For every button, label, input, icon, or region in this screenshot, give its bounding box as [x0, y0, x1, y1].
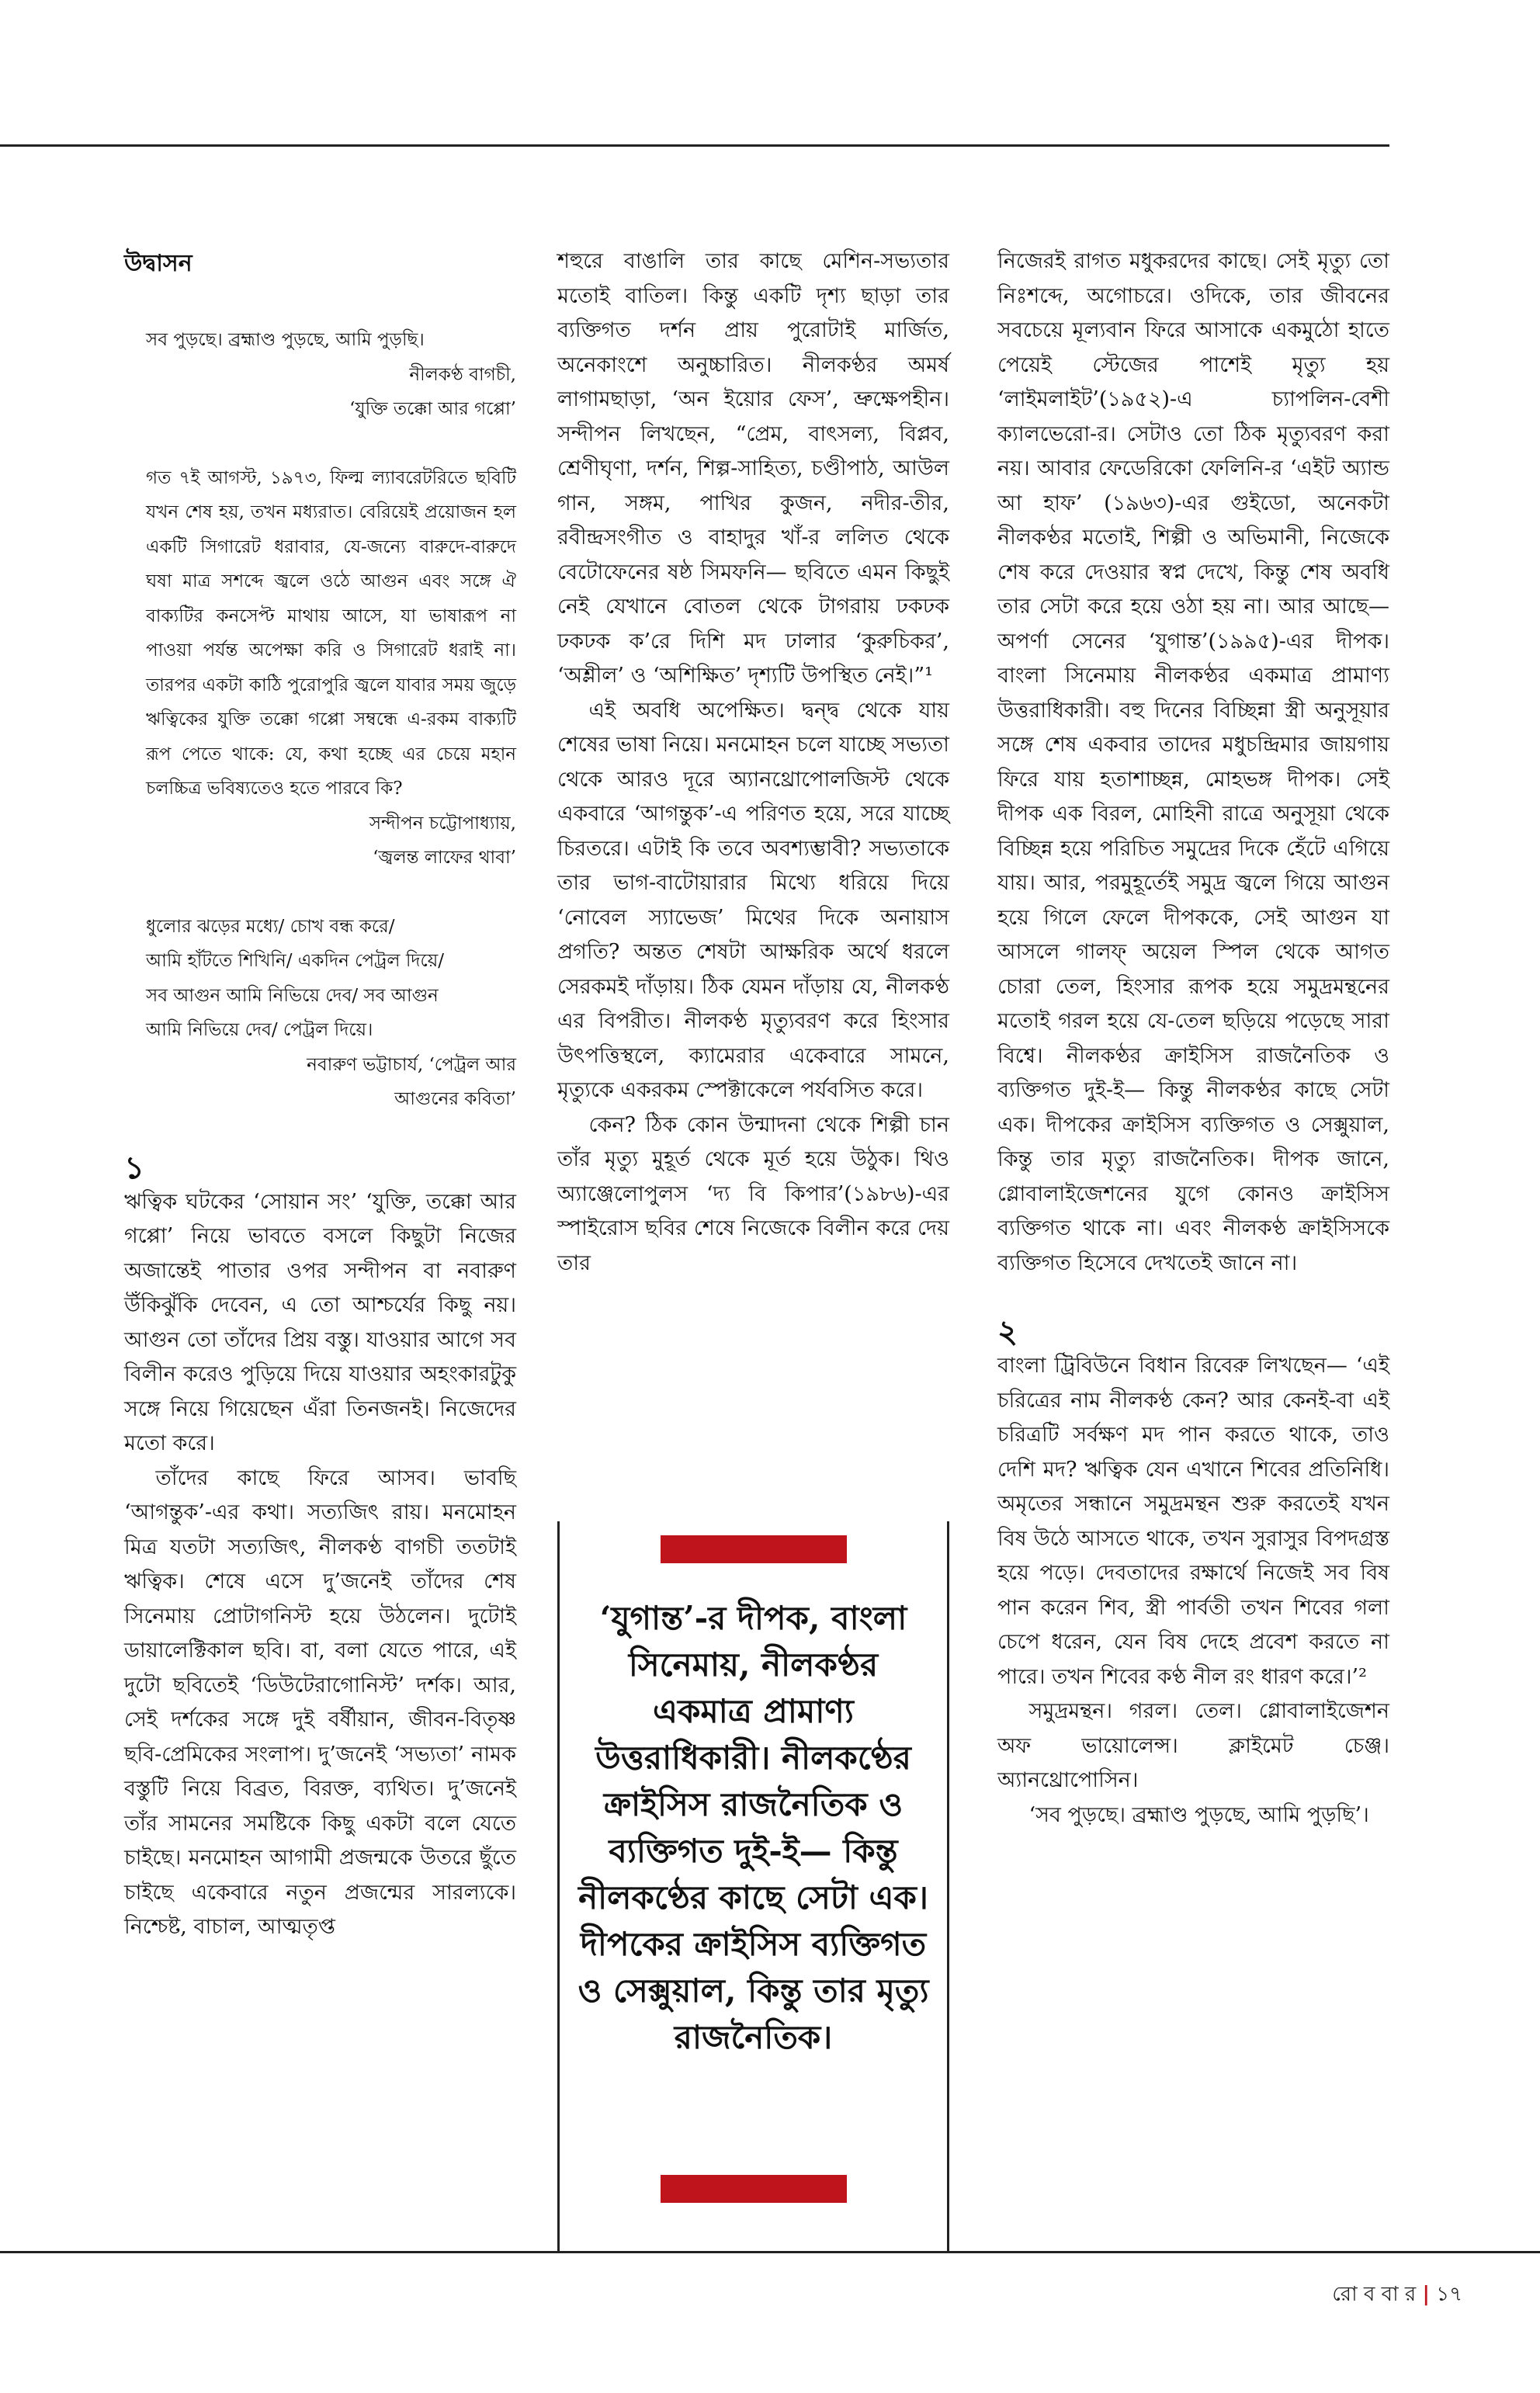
- column-3-body: [997, 245, 1389, 1281]
- column-2: [557, 245, 949, 1281]
- epigraph-1: [124, 323, 516, 427]
- footer-separator: |: [1422, 2283, 1430, 2306]
- paragraph: কেন? ঠিক কোন উন্মাদনা থেকে শিল্পী চান তাঁর মৃত্যু মুহূর্ত থেকে মূর্ত হয়ে উঠুক। থিও অ্যাঞ্জেলোপুলস ‘দ্য বি কিপার’(১৯৮৬)-এর স্পাইরোস ছবির শেষে নিজেকে বিলীন করে দেয় তার: [557, 1112, 949, 1275]
- paragraph: সমুদ্রমন্থন। গরল। তেল। গ্লোবালাইজেশন অফ ভায়োলেন্স। ক্লাইমেট চেঞ্জ। অ্যানথ্রোপোসিন।: [997, 1699, 1389, 1792]
- page-footer: [1332, 2278, 1462, 2312]
- paragraph: বাংলা ট্রিবিউনে বিধান রিবেরু লিখছেন— ‘এই চরিত্রের নাম নীলকণ্ঠ কেন? আর কেনই-বা এই চরিত্রটি সর্বক্ষণ মদ পান করতে থাকে, তাও দেশি মদ? ঋত্বিক যেন এখানে শিবের প্রতিনিধি। অমৃতের সন্ধানে সমুদ্রমন্থন শুরু করতেই যখন বিষ উঠে আসতে থাকে, তখন সুরাসুর বিপদগ্রস্ত হয়ে পড়ে। দেবতাদের রক্ষার্থে নিজেই সব বিষ পান করেন শিব, স্ত্রী পার্বতী তখন শিবের গলা চেপে ধরেন, যেন বিষ দেহে প্রবেশ করতে না পারে। তখন শিবের কণ্ঠ নীল রং ধারণ করে।’²: [997, 1354, 1389, 1689]
- top-rule: [0, 144, 1389, 147]
- paragraph: ‘সব পুড়ছে। ব্রহ্মাণ্ড পুড়ছে, আমি পুড়ছি’।: [1028, 1802, 1369, 1827]
- bottom-rule: [0, 2251, 1540, 2253]
- intro-attribution: ‘জ্বলন্ত লাফের থাবা’: [373, 848, 516, 868]
- page-number: ১৭: [1436, 2283, 1462, 2306]
- intro-attribution: সন্দীপন চট্টোপাধ্যায়,: [369, 813, 516, 834]
- paragraph: ঋত্বিক ঘটকের ‘সোয়ান সং’ ‘যুক্তি, তক্কো আর গপ্পো’ নিয়ে ভাবতে বসলে কিছুটা নিজের অজান্তেই পাতার ওপর সন্দীপন বা নবারুণ উঁকিঝুঁকি দেবেন, এ তো আশ্চর্যের কিছু নয়। আগুন তো তাঁদের প্রিয় বস্তু। যাওয়ার আগে সব বিলীন করেও পুড়িয়ে দিয়ে যাওয়ার অহংকারটুকু সঙ্গে নিয়ে গিয়েছেন এঁরা তিনজনই। নিজেদের মতো করে।: [124, 1189, 516, 1455]
- paragraph: শহুরে বাঙালি তার কাছে মেশিন-সভ্যতার মতোই বাতিল। কিন্তু একটি দৃশ্য ছাড়া তার ব্যক্তিগত দর্শন প্রায় পুরোটাই মার্জিত, অনেকাংশে অনুচ্চারিত। নীলকণ্ঠর অমর্ষ লাগামছাড়া, ‘অন ইয়োর ফেস’, ভ্রুক্ষেপহীন। সন্দীপন লিখছেন, “প্রেম, বাৎসল্য, বিপ্লব, শ্রেণীঘৃণা, দর্শন, শিল্প-সাহিত্য, চণ্ডীপাঠ, আউল গান, সঙ্গম, পাখির কুজন, নদীর-তীর, রবীন্দ্রসংগীত ও বাহাদুর খাঁ-র ললিত থেকে বেটোফেনের ষষ্ঠ সিমফনি— ছবিতে এমন কিছুই নেই যেখানে বোতল থেকে টাগরায় ঢকঢক ঢকঢক ক’রে দিশি মদ ঢালার ‘কুরুচিকর’, ‘অশ্লীল’ ও ‘অশিক্ষিত’ দৃশ্যটি উপস্থিত নেই।”¹: [557, 249, 949, 688]
- intro-quote: [124, 461, 516, 876]
- epigraph-line: সব আগুন আমি নিভিয়ে দেব/ সব আগুন: [146, 985, 439, 1006]
- paragraph: নিজেরই রাগত মধুকরদের কাছে। সেই মৃত্যু তো নিঃশব্দে, অগোচরে। ওদিকে, তার জীবনের সবচেয়ে মূল্যবান ফিরে আসাকে একমুঠো হাতে পেয়েই স্টেজের পাশেই মৃত্যু হয় ‘লাইমলাইট’(১৯৫২)-এ চ্যাপলিন-বেশী ক্যালভেরো-র। সেটাও তো ঠিক মৃত্যুবরণ করা নয়। আবার ফেডেরিকো ফেলিনি-র ‘এইট অ্যান্ড আ হাফ’ (১৯৬৩)-এর গুইডো, অনেকটা নীলকণ্ঠর মতোই, শিল্পী ও অভিমানী, নিজেকে শেষ করে দেওয়ার স্বপ্ন দেখে, কিন্তু শেষ অবধি তার সেটা করে হয়ে ওঠা হয় না। আর আছে— অপর্ণা সেনের ‘যুগান্ত’(১৯৯৫)-এর দীপক। বাংলা সিনেমায় নীলকণ্ঠর একমাত্র প্রামাণ্য উত্তরাধিকারী। বহু দিনের বিচ্ছিন্না স্ত্রী অনুসূয়ার সঙ্গে শেষ একবার তাদের মধুচন্দ্রিমার জায়গায় ফিরে যায় হতাশাচ্ছন্ন, মোহভঙ্গ দীপক। সেই দীপক এক বিরল, মোহিনী রাত্রে অনুসূয়া থেকে বিচ্ছিন্ন হয়ে পরিচিত সমুদ্রের দিকে হেঁটে এগিয়ে যায়। আর, পরমুহূর্তেই সমুদ্র জ্বলে গিয়ে আগুন হয়ে গিলে ফেলে দীপককে, সেই আগুন যা আসলে গালফ্ অয়েল স্পিল থেকে আগত চোরা তেল, হিংসার রূপক হয়ে সমুদ্রমন্থনের মতোই গরল হয়ে যে-তেল ছড়িয়ে পড়েছে সারা বিশ্বে। নীলকণ্ঠর ক্রাইসিস রাজনৈতিক ও ব্যক্তিগত দুই-ই— কিন্তু নীলকণ্ঠর কাছে সেটা এক। দীপকের ক্রাইসিস ব্যক্তিগত ও সেক্সুয়াল, কিন্তু তার মৃত্যু রাজনৈতিক। দীপক জানে, গ্লোবালাইজেশনের যুগে কোনও ক্রাইসিস ব্যক্তিগত থাকে না। এবং নীলকণ্ঠ ক্রাইসিসকে ব্যক্তিগত হিসেবে দেখতেই জানে না।: [997, 249, 1389, 1275]
- epigraph-attribution: নবারুণ ভট্টাচার্য, ‘পেট্রল আর: [307, 1054, 516, 1075]
- pull-quote-top-bar: [661, 1535, 847, 1563]
- pull-quote: ‘যুগান্ত’-র দীপক, বাংলা সিনেমায়, নীলকণ্ঠর একমাত্র প্রামাণ্য উত্তরাধিকারী। নীলকণ্ঠের ক্রাইসিস রাজনৈতিক ও ব্যক্তিগত দুই-ই— কিন্তু নীলকণ্ঠের কাছে সেটা এক। দীপকের ক্রাইসিস ব্যক্তিগত ও সেক্সুয়াল, কিন্তু তার মৃত্যু রাজনৈতিক।: [578, 1599, 929, 2056]
- section-number-1: ১: [124, 1149, 144, 1186]
- epigraph-line: সব পুড়ছে। ব্রহ্মাণ্ড পুড়ছে, আমি পুড়ছি।: [146, 330, 425, 350]
- epigraph-line: আমি নিভিয়ে দেব/ পেট্রল দিয়ে।: [146, 1020, 373, 1040]
- pull-quote-bottom-bar: [661, 2175, 847, 2203]
- column-3-section-2-body: [997, 1349, 1389, 1833]
- magazine-name: রো ব বা র: [1332, 2283, 1417, 2306]
- epigraph-2: [124, 910, 516, 1117]
- section-number-2: ২: [997, 1313, 1018, 1350]
- epigraph-attribution: আগুনের কবিতা’: [394, 1089, 516, 1109]
- column-3: [997, 245, 1389, 1833]
- column-1: [124, 245, 516, 1945]
- pull-quote-box: [557, 1521, 949, 2251]
- column-2-body: [557, 245, 949, 1281]
- epigraph-line: ধুলোর ঝড়ের মধ্যে/ চোখ বন্ধ করে/: [146, 916, 395, 937]
- epigraph-line: আমি হাঁটতে শিখিনি/ একদিন পেট্রল দিয়ে/: [146, 951, 445, 971]
- paragraph: এই অবধি অপেক্ষিত। দ্বন্দ্ব থেকে যায় শেষের ভাষা নিয়ে। মনমোহন চলে যাচ্ছে সভ্যতা থেকে আরও দূরে অ্যানথ্রোপোলজিস্ট থেকে একবারে ‘আগন্তুক’-এ পরিণত হয়ে, সরে যাচ্ছে চিরতরে। এটাই কি তবে অবশ্যম্ভাবী? সভ্যতাকে তার ভাগ-বাটোয়ারার মিথ্যে ধরিয়ে দিয়ে ‘নোবেল স্যাভেজ’ মিথের দিকে অনায়াস প্রগতি? অন্তত শেষটা আক্ষরিক অর্থে ধরলে সেরকমই দাঁড়ায়। ঠিক যেমন দাঁড়ায় যে, নীলকণ্ঠ এর বিপরীত। নীলকণ্ঠ মৃত্যুবরণ করে হিংসার উৎপত্তিস্থলে, ক্যামেরার একেবারে সামনে, মৃত্যুকে একরকম স্পেক্টাকেলে পর্যবসিত করে।: [557, 698, 949, 1102]
- paragraph: তাঁদের কাছে ফিরে আসব। ভাবছি ‘আগন্তুক’-এর কথা। সত্যজিৎ রায়। মনমোহন মিত্র যতটা সত্যজিৎ, নীলকণ্ঠ বাগচী ততটাই ঋত্বিক। শেষে এসে দু’জনেই তাঁদের শেষ সিনেমায় প্রোটাগনিস্ট হয়ে উঠলেন। দুটোই ডায়ালেক্টিকাল ছবি। বা, বলা যেতে পারে, এই দুটো ছবিতেই ‘ডিউটেরাগোনিস্ট’ দর্শক। আর, সেই দর্শকের সঙ্গে দুই বর্ষীয়ান, জীবন-বিতৃষ্ণ ছবি-প্রেমিকের সংলাপ। দু’জনেই ‘সভ্যতা’ নামক বস্তুটি নিয়ে বিব্রত, বিরক্ত, ব্যথিত। দু’জনেই তাঁর সামনের সমষ্টিকে কিছু একটা বলে যেতে চাইছে। মনমোহন আগামী প্রজন্মকে উতরে ছুঁতে চাইছে একেবারে নতুন প্রজন্মের সারল্যকে। নিশ্চেষ্ট, বাচাল, আত্মতৃপ্ত: [124, 1465, 516, 1939]
- section-title: উদ্বাসন: [124, 250, 192, 277]
- epigraph-attribution: নীলকণ্ঠ বাগচী,: [409, 364, 516, 385]
- epigraph-attribution: ‘যুক্তি তক্কো আর গপ্পো’: [349, 399, 516, 419]
- column-1-body: [124, 1185, 516, 1945]
- intro-quote-text: গত ৭ই আগস্ট, ১৯৭৩, ফিল্ম ল্যাবরেটরিতে ছবিটি যখন শেষ হয়, তখন মধ্যরাত। বেরিয়েই প্রয়োজন হল একটি সিগারেট ধরাবার, যে-জন্যে বারুদে-বারুদে ঘষা মাত্র সশব্দে জ্বলে ওঠে আগুন এবং সঙ্গে ঐ বাক্যটির কনসেপ্ট মাথায় আসে, যা ভাষারূপ না পাওয়া পর্যন্ত অপেক্ষা করি ও সিগারেট ধরাই না। তারপর একটা কাঠি পুরোপুরি জ্বলে যাবার সময় জুড়ে ঋত্বিকের যুক্তি তক্কো গপ্পো সম্বন্ধে এ-রকম বাক্যটি রূপ পেতে থাকে: যে, কথা হচ্ছে এর চেয়ে মহান চলচ্চিত্র ভবিষ্যতেও হতে পারবে কি?: [146, 467, 516, 799]
